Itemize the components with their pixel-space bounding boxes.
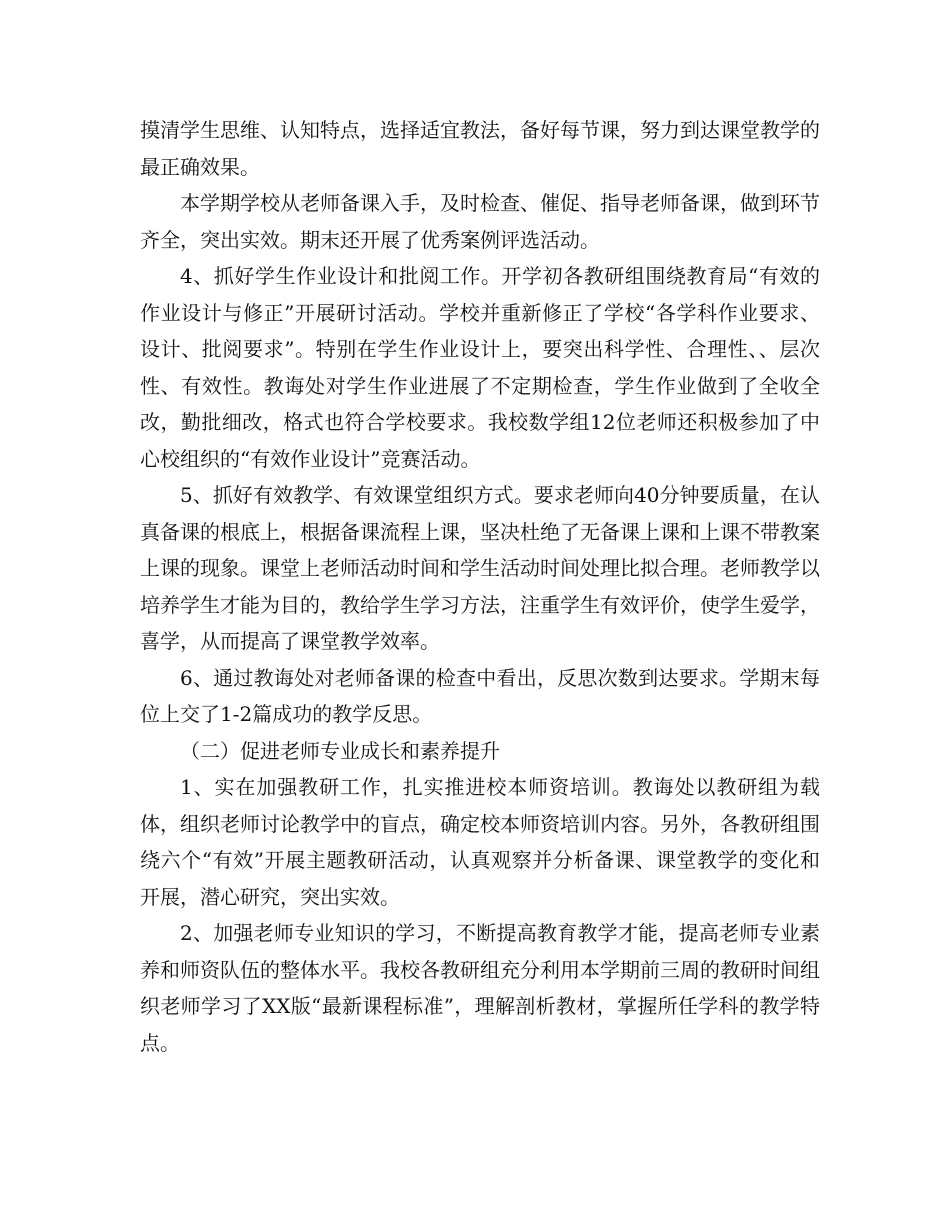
paragraph-homework: 4、抓好学生作业设计和批阅工作。开学初各教研组围绕教育局“有效的作业设计与修正”开展研讨活动。学校并重新修正了学校“各学科作业要求、设计、批阅要求”。特别在学生作业设计上，要突出科学性、合理性、、层次性、有效性。教诲处对学生作业进展了不定期检查，学生作业做到了全收全改，勤批细改，格式也符合学校要求。我校数学组12位老师还积极参加了中心校组织的“有效作业设计”竞赛活动。 — [140, 264, 820, 471]
paragraph-professional-study: 2、加强老师专业知识的学习，不断提高教育教学才能，提高老师专业素养和师资队伍的整体水平。我校各教研组充分利用本学期前三周的教研时间组织老师学习了XX版“最新课程标准”，理解剖析教材，掌握所任学科的教学特点。 — [140, 921, 820, 1055]
paragraph-effective-teaching: 5、抓好有效教学、有效课堂组织方式。要求老师向40分钟要质量，在认真备课的根底上，根据备课流程上课，坚决杜绝了无备课上课和上课不带教案上课的现象。课堂上老师活动时间和学生活动时间处理比拟合理。老师教学以培养学生才能为目的，教给学生学习方法，注重学生有效评价，使学生爱学，喜学，从而提高了课堂教学效率。 — [140, 483, 820, 653]
section-heading: （二）促进老师专业成长和素养提升 — [180, 738, 500, 763]
document-body — [140, 112, 820, 1061]
paragraph-teaching-research: 1、实在加强教研工作，扎实推进校本师资培训。教诲处以教研组为载体，组织老师讨论教学中的盲点，确定校本师资培训内容。另外，各教研组围绕六个“有效”开展主题教研活动，认真观察并分析备课、课堂教学的变化和开展，潜心研究，突出实效。 — [140, 775, 820, 909]
paragraph-continuation: 摸清学生思维、认知特点，选择适宜教法，备好每节课，努力到达课堂教学的最正确效果。 — [140, 118, 820, 179]
paragraph-reflection: 6、通过教诲处对老师备课的检查中看出，反思次数到达要求。学期末每位上交了1-2篇成功的教学反思。 — [140, 665, 820, 726]
paragraph-lesson-prep: 本学期学校从老师备课入手，及时检查、催促、指导老师备课，做到环节齐全，突出实效。期末还开展了优秀案例评选活动。 — [140, 191, 820, 252]
